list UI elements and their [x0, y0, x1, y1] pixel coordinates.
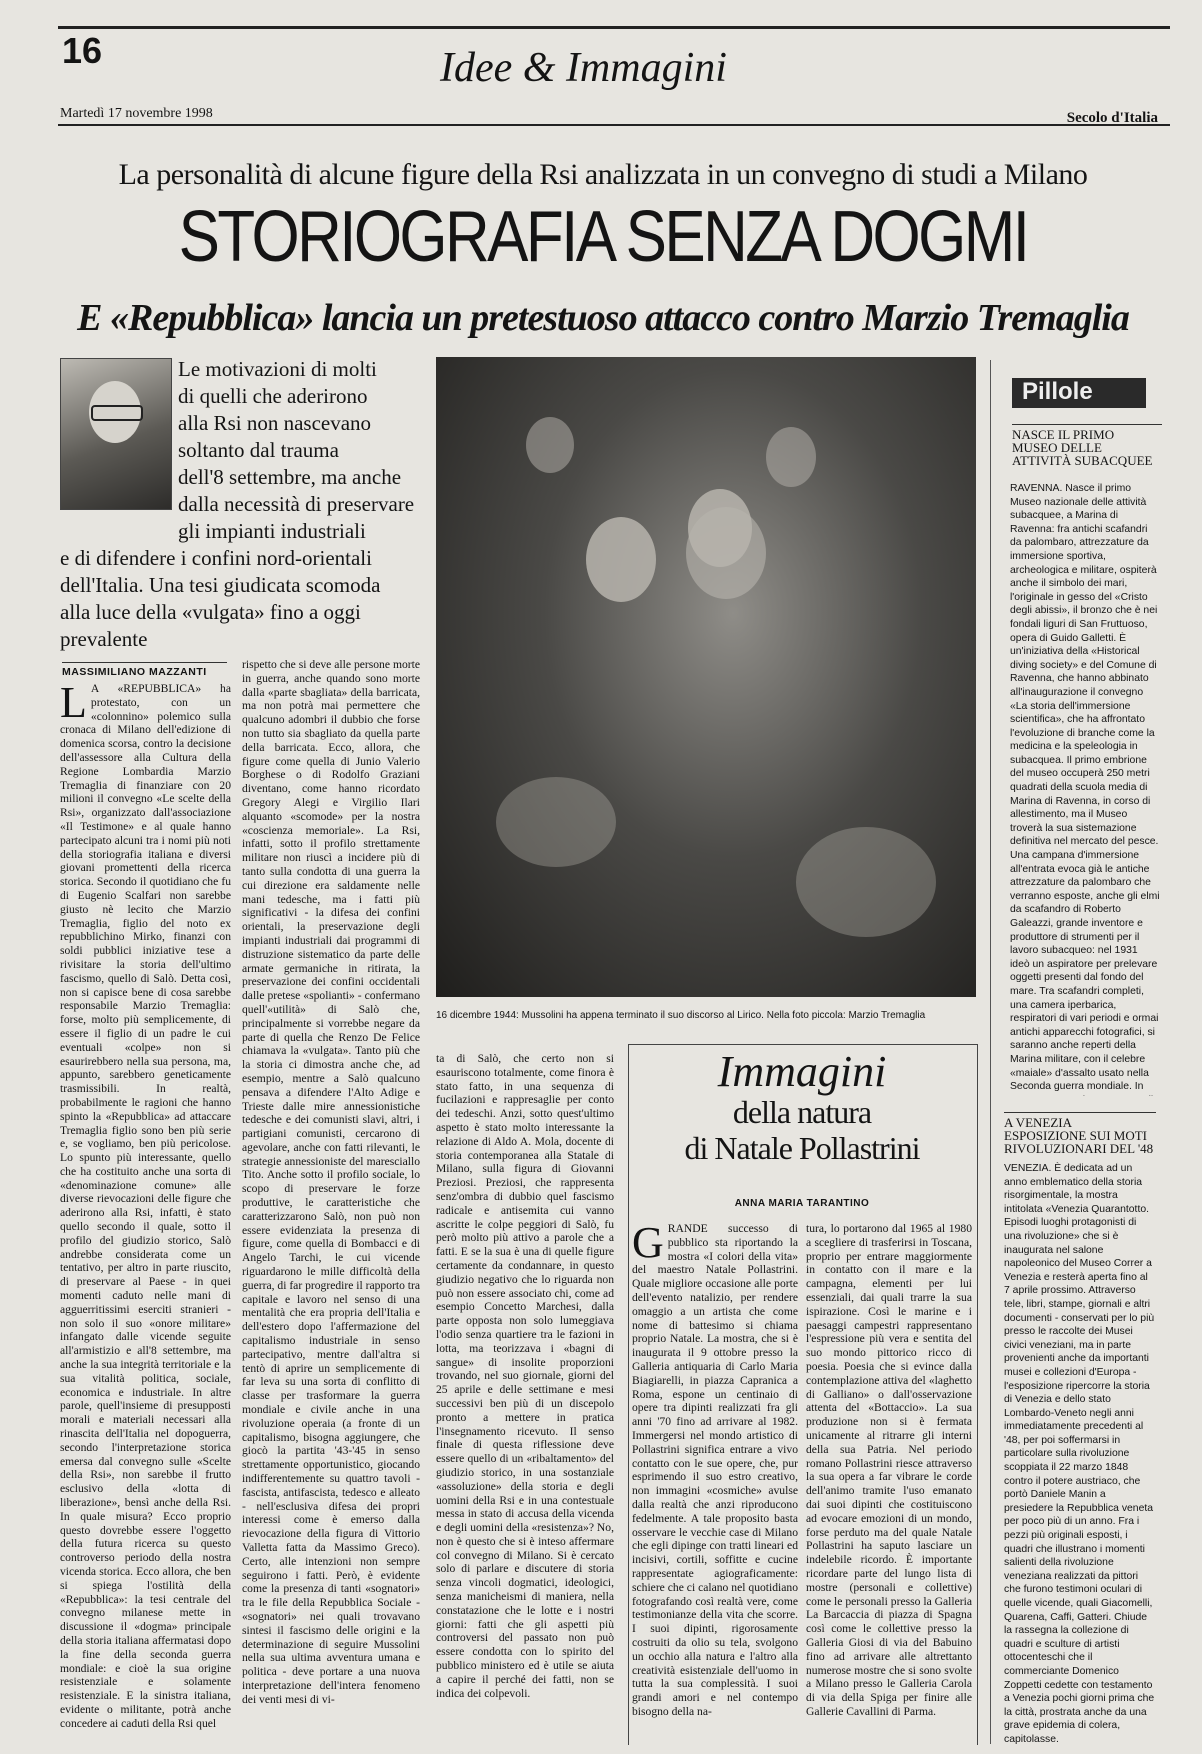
sidebar-text: VENEZIA. È dedicata ad un anno emblematico della storia risorgimentale, la mostra intitolata «Venezia Quarantotto. Episodi luoghi protagonisti di una rivoluzione» che si è inaugurata nel salone napoleonico del Museo Correr a Venezia e resterà aperta fino al 7 aprile prossimo. Attraverso tele, libri, stampe, giornali e altri documenti - conservati per lo più presso le raccolte dei Musei civici veneziani, ma in parte provenienti anche da importanti musei e collezioni d'Europa - l'esposizione ripercorre la storia di Venezia e dello stato Lombardo-Veneto negli anni immediatamente precedenti al '48, per poi soffermarsi in particolare sulla rivoluzione scoppiata il 22 marzo 1848 contro il potere austriaco, che portò Daniele Manin a presiedere la Repubblica veneta per poco più di un anno. Fra i pezzi più originali esposti, i quadri che illustrano i momenti salienti della rivoluzione veneziana realizzati da pittori che furono testimoni oculari di quelle vicende, quali Giacomelli, Quarena, Caffi, Gatteri. Chiude la rassegna la collezione di quadri e sculture di artisti ottocenteschi che il commerciante Domenico Zoppetti cedette con testamento a Venezia pochi giorni prima che la città, prostrata anche da una grave epidemia di colera, capitolasse. — [1004, 1163, 1155, 1744]
lead-line: Le motivazioni di molti — [178, 357, 377, 381]
lead-line: dalla necessità di preservare — [178, 492, 415, 516]
newspaper-name: Secolo d'Italia — [1066, 110, 1158, 126]
feature-title-line: Immagini — [717, 1047, 887, 1096]
feature-title-line: della natura — [732, 1094, 872, 1130]
feature-byline: ANNA MARIA TARANTINO — [734, 1198, 870, 1209]
story-byline: MASSIMILIANO MAZZANTI — [62, 662, 227, 678]
photo-figure — [796, 827, 936, 937]
story-kicker: La personalità di alcune figure della Rsi analizzata in un convegno di studi a Milano — [118, 158, 1088, 191]
sidebar-rule — [990, 360, 991, 1744]
page-number: 16 — [62, 30, 103, 71]
column-text: A «REPUBBLICA» ha protestato, con un «colonnino» polemico sulla cronaca di Milano dell'edizione di domenica scorsa, contro la decisione dell'assessore alla Cultura della Regione Lombardia Marzio Tremaglia di finanziare con 20 milioni il convegno «Le scelte della Rsi», organizzato dall'associazione «Il Testimone» e al quale hanno partecipato alcuni tra i nomi più noti della storiografia italiana e diversi giovani promettenti della ricerca storica. Secondo il quotidiano che fu di Eugenio Scalfari non sarebbe giusto nè lecito che Marzio Tremaglia, figlio del noto ex repubblichino Mirko, finanzi con soldi pubblici iniziative tese a rivisitare la storia dell'ultimo fascismo, quello di Salò. Detta così, non si capisce bene di cosa sarebbe responsabile Marzio Tremaglia: forse, molto più semplicemente, di essere il figlio di un padre le cui eventuali «colpe» non si esaurirebbero nella sua persona, ma, appunto, sarebbero geneticamente trasmissibili. In realtà, probabilmente le ragioni che hanno spinto la «Repubblica» ad attaccare Tremaglia figlio sono ben più serie e, se vogliamo, ben più pericolose. Lo spunto più interessante, quello che ha costituito anche una sorta di «denominazione comune» alle diverse rievocazioni delle figure che aderirono alla Rsi, infatti, è stato quello secondo il quale, sotto il profilo del giudizio storico, Salò andrebbe considerata come un tentativo, per altro in parte riuscito, di preservare al Paese - in quei momenti caduto nelle mani di agguerritissimi eserciti stranieri - non solo il suo «onore militare» infangato dalle vicende seguite all'armistizio e all'8 settembre, ma anche la sua integrità territoriale e la sua vitalità politica, sociale, economica e industriale. In altre parole, quell'insieme di presupposti morali e materiali necessari alla rinascita dell'Italia nel dopoguerra, secondo l'interpretazione storica emersa dal convegno sulle «Scelte della Rsi», non sarebbe il frutto esclusivo della «lotta di liberazione», bensì anche della Rsi. In quale misura? Ecco proprio questo dovrebbe essere l'oggetto della futura ricerca su questo controverso periodo della nostra vicenda storica. Ecco allora, che ben si spiega l'ostilità della «Repubblica»: la tesi centrale del convegno milanese mette in discussione il «dogma» principale della storia italiana affermatasi dopo la fine della seconda guerra mondiale: e cioè la sua origine resistenziale e solamente resistenziale. E la sinistra italiana, evidente o militante, potrà anche concedere ai caduti della Rsi quel — [60, 682, 231, 1730]
column-text: tura, lo portarono dal 1965 al 1980 a scegliere di trasferirsi in Toscana, proprio per entrare maggiormente in contatto con il mare e la campagna, elementi per lui essenziali, dai quali trarre la sua ispirazione. Così le marine e i paesaggi campestri rappresentano l'espressione più vera e sentita del suo mondo pittorico ricco di poesia. Poesia che si evince dalla contemplazione attiva del «laghetto di Galliano» o dall'osservazione attenta del «Bottaccio». La sua produzione non si è fermata unicamente al ritrarre gli interni della sua Patria. Nel periodo romano Pollastrini riesce attraverso la sua opera a far vibrare le corde dell'animo tramite l'uso emanato dai suoi dipinti che costituiscono ad evocare emozioni di un mondo, forse perduto ma del quale Natale Pollastrini ha saputo lasciare un indelebile ricordo. È importante ricordare parte del lungo lista di mostre (personali e collettive) come le personali presso la Galleria La Barcaccia di piazza di Spagna così come le collettive presso la Galleria Giosi di via del Babuino fino ad arrivare alle altrettanto numerose mostre che si sono svolte a Milano presso le Galleria Carola di via della Spiga per finire alle Gallerie Cavallini di Parma. — [806, 1222, 972, 1718]
lead-line: e di difendere i confini nord-orientali — [60, 546, 372, 570]
sidebar-text: RAVENNA. Nasce il primo Museo nazionale delle attività subacquee, a Marina di Ravenna: fra antichi scafandri da palombaro, attrezzature da immersione sportiva, archeologica e militare, ospiterà anche il simbolo dei mari, l'originale in gesso del «Cristo degli abissi», il bronzo che è nei fondali liguri di San Fruttuoso, opera di Guido Galletti. È un'iniziativa della «Historical diving society» e del Comune di Ravenna, che hanno abbinato all'inaugurazione il convegno «La storia dell'immersione scientifica», che ha affrontato l'evoluzione di branche come la medicina e la speleologia in subacquea. Il primo embrione del museo occuperà 250 metri quadrati della scuola media di Marina di Ravenna, in corso di allestimento, ma il Museo troverà la sua sistemazione definitiva nel mercato del pesce. Una campana d'immersione all'entrata evoca già le antiche attrezzature da palombaro che verranno esposte, anche gli elmi da scafandro di Roberto Galeazzi, grande inventore e produttore di strumenti per il lavoro subacqueo: nel 1931 ideò un aspiratore per prelevare oggetti presenti dal fondo del mare. Tra scafandri completi, una camera iperbarica, respiratori di vari periodi e ormai antichi apparecchi fotografici, si saranno anche reperti della Marina militare, con il celebre «maiale» d'assalto usato nella Seconda guerra mondiale. In — [1010, 483, 1160, 1093]
column-text: RANDE successo di pubblico sta riportando la mostra «I colori della vita» del maestro Natale Pollastrini. Quale migliore occasione alle porte dell'evento natalizio, per rendere omaggio a un artista che come nome di battesimo si chiama proprio Natale. La mostra, che si è inaugurata il 9 ottobre presso la Galleria antiquaria di Carlo Maria Biagiarelli, in piazza Capranica a Roma, espone un centinaio di opere tra dipinti realizzati fra gli anni '70 fino ad arrivare al 1982. Immergersi nel mondo artistico di Pollastrini significa entrare a vivo contatto con le sue opere, che, pur esprimendo il suo estro creativo, non immagini «cosmiche» avulse dalla realtà che anzi riproducono fedelmente. A tale proposito basta osservare le vecchie case di Milano che egli dipinge con tratti lineari ed incisivi, cortili, soffitte e cucine rappresentate agiograficamente: schiere che ci calano nel quotidiano fotografando così realtà vere, come testimonianze della vita che scorre. I suoi dipinti, rigorosamente costruiti da olio su tela, svolgono un occhio alla natura e l'altro alla creatività esistenziale dell'uomo in tutta la sua complessità. I suoi grandi amori e nel contempo bisogno della na- — [632, 1222, 798, 1718]
article-column — [436, 1052, 614, 1744]
article-column — [60, 682, 231, 1744]
column-text: ta di Salò, che certo non si esauriscono totalmente, come finora è stato fatto, in una sequenza di fucilazioni e rappresaglie per conto dei tedeschi. Anzi, sotto quest'ultimo aspetto è stato molto interessante la relazione di Aldo A. Mola, docente di storia contemporanea alla Statale di Milano, sulla figura di Giovanni Preziosi. Preziosi, che rappresenta senz'ombra di dubbio quel fascismo radicale e antisemita cui vanno ascritte le colpe peggiori di Salò, fu però molto più attivo a parole che a fatti. E se la sua è una di quelle figure certamente da condannare, in questo giudizio negativo che lo riguarda non può non essere associato chi, come ad esempio Concetto Marchesi, dalla parte opposta non solo lumeggiava l'odio senza quartiere tra le fazioni in lotta, ma teorizzava i «bagni di sangue» di insolite proporzioni trovando, nel suo giornale, giorni del 25 aprile e delle settimane e mesi successivi ben più di un discepolo pronto a mettere in pratica l'insegnamento ricevuto. Il senso finale di questa riflessione deve essere quello di un «ribaltamento» del giudizio storico, in una sostanziale «assoluzione» della storia e degli uomini della Rsi e in una contestuale messa in stato di accusa della vicenda e degli uomini della «resistenza»? No, non è questo che si è inteso affermare col convegno di Milano. Si è cercato solo di parlare e discutere di storia senza vincoli dogmatici, ideologici, senza manicheismi di maniera, nella constatazione che le lotte e i nostri giorni: fatti che gli aspetti più controversi del passato non può essere condotta con lo spirito del pubblico ministero ed è utile se aiuta a capire il perché dei fatti, non se indica dei colpevoli. — [436, 1052, 614, 1700]
story-headline: STORIOGRAFIA SENZA DOGMI — [178, 197, 1028, 277]
lead-line: dell'8 settembre, ma anche — [178, 465, 402, 489]
sidebar-headline: NASCE IL PRIMO MUSEO DELLE ATTIVITÀ SUBACQUEE — [1012, 424, 1162, 467]
feature-column — [632, 1222, 798, 1744]
section-rubric: Idee & Immagini — [440, 45, 727, 91]
feature-column — [806, 1222, 972, 1744]
photo-figure — [586, 517, 656, 602]
column-text: rispetto che si deve alle persone morte in guerra, anche quando sono morte dalla «parte sbagliata» della barricata, ma non potrà mai permettere che qualcuno adombri il dubbio che forse non tutto sia sbagliato da quella parte della barricata. Ecco, allora, che figure come quella di Junio Valerio Borghese o di Rodolfo Graziani diventano, come hanno ricordato Gregory Alegi e Virgilio Ilari alquanto «scomode» per la nostra «coscienza memoriale». La Rsi, infatti, sotto il profilo strettamente militare non riuscì a incidere più di tanto sulla condotta di una guerra la cui direzione era saldamente nelle mani tedesche, ma i fatti più significativi - la difesa dei confini orientali, la preservazione degli impianti industriali dai programmi di distruzione sistematico da parte delle armate germaniche in ritirata, la preservazione dei confini occidentali dalle pretese «spolianti» - confermano quell'«utilità» di Salò che, principalmente si vorrebbe negare da parte di quella che Renzo De Felice chiamava la «vulgata». Tanto più che la storia ci dimostra anche che, ad esempio, mentre a Salò qualcuno pensava a difendere l'Alto Adige e Trieste dalle mire annessionistiche tedesche e dei comunisti slavi, altri, i partigiani comunisti, cercarono di agevolare, anche con fatti rilevanti, le strategie annessioniste del maresciallo Tito. Anche sotto il profilo sociale, lo scopo di preservare le forze produttive, le caratteristiche che caratterizzarono Salò, non può non essere evidenziata la presenza di figure, come quella di Bombacci e di Angelo Tarchi, le cui vicende riguardarono le mille difficoltà della guerra, di far progredire il rapporto tra capitale e lavoro nel senso di una mentalità che era propria dell'Italia e dell'estero dopo l'affermazione del capitalismo industriale in senso partecipativo, mentre dall'altra si tentò di aprire un semplicemente di far leva su una sorta di conflitto di classe per trasformare la guerra mondiale e civile anche in una rivoluzione operaia (a fronte di un capitalismo, bisogna aggiungere, che giocò la partita '43-'45 in senso strettamente opportunistico, giocando indifferentemente su quattro tavoli - fascista, antifascista, tedesco e alleato - nell'esclusiva difesa dei propri interessi come è emerso dalla rievocazione della figura di Vittorio Valletta fatta da Massimo Greco). Certo, alle intenzioni non sempre seguirono i fatti. Però, è evidente come la presenza di tanti «sognatori» tra le file della Repubblica Sociale - «sognatori» nei quali trovavano sintesi il fascismo delle origini e la determinazione di seguire Mussolini nella sua ultima avventura umana e politica - deve portare a una nuova interpretazione dell'intera fenomeno dei venti mesi di vi- — [242, 658, 420, 1706]
lead-line: gli impianti industriali — [178, 519, 366, 543]
photo-figure — [766, 427, 816, 487]
main-photo — [436, 357, 976, 997]
lead-line: alla Rsi non nascevano — [178, 411, 372, 435]
sidebar-logo: Pillole — [1012, 378, 1146, 408]
story-lead — [60, 356, 420, 653]
issue-date: Martedì 17 novembre 1998 — [60, 106, 213, 121]
photo-figure — [496, 777, 616, 867]
article-column — [242, 658, 420, 1744]
sidebar-headline: A VENEZIA ESPOSIZIONE SUI MOTI RIVOLUZIONARI DEL '48 — [1004, 1112, 1156, 1155]
drop-cap: G — [632, 1222, 664, 1267]
photo-caption: 16 dicembre 1944: Mussolini ha appena terminato il suo discorso al Lirico. Nella foto piccola: Marzio Tremaglia — [436, 1010, 926, 1021]
feature-title — [628, 1047, 976, 1166]
photo-figure — [686, 507, 766, 599]
story-subhead: E «Repubblica» lancia un pretestuoso attacco contro Marzio Tremaglia — [77, 297, 1129, 339]
feature-title-line: di Natale Pollastrini — [684, 1130, 920, 1166]
lead-line: di quelli che aderirono — [178, 384, 368, 408]
lead-line: alla luce della «vulgata» fino a oggi prevalente — [60, 600, 361, 651]
photo-figure — [526, 417, 574, 473]
top-rule — [58, 26, 1170, 29]
lead-line: dell'Italia. Una tesi giudicata scomoda — [60, 573, 381, 597]
drop-cap: L — [60, 682, 87, 727]
lead-line: soltanto dal trauma — [178, 438, 339, 462]
masthead-rule — [58, 124, 1170, 126]
